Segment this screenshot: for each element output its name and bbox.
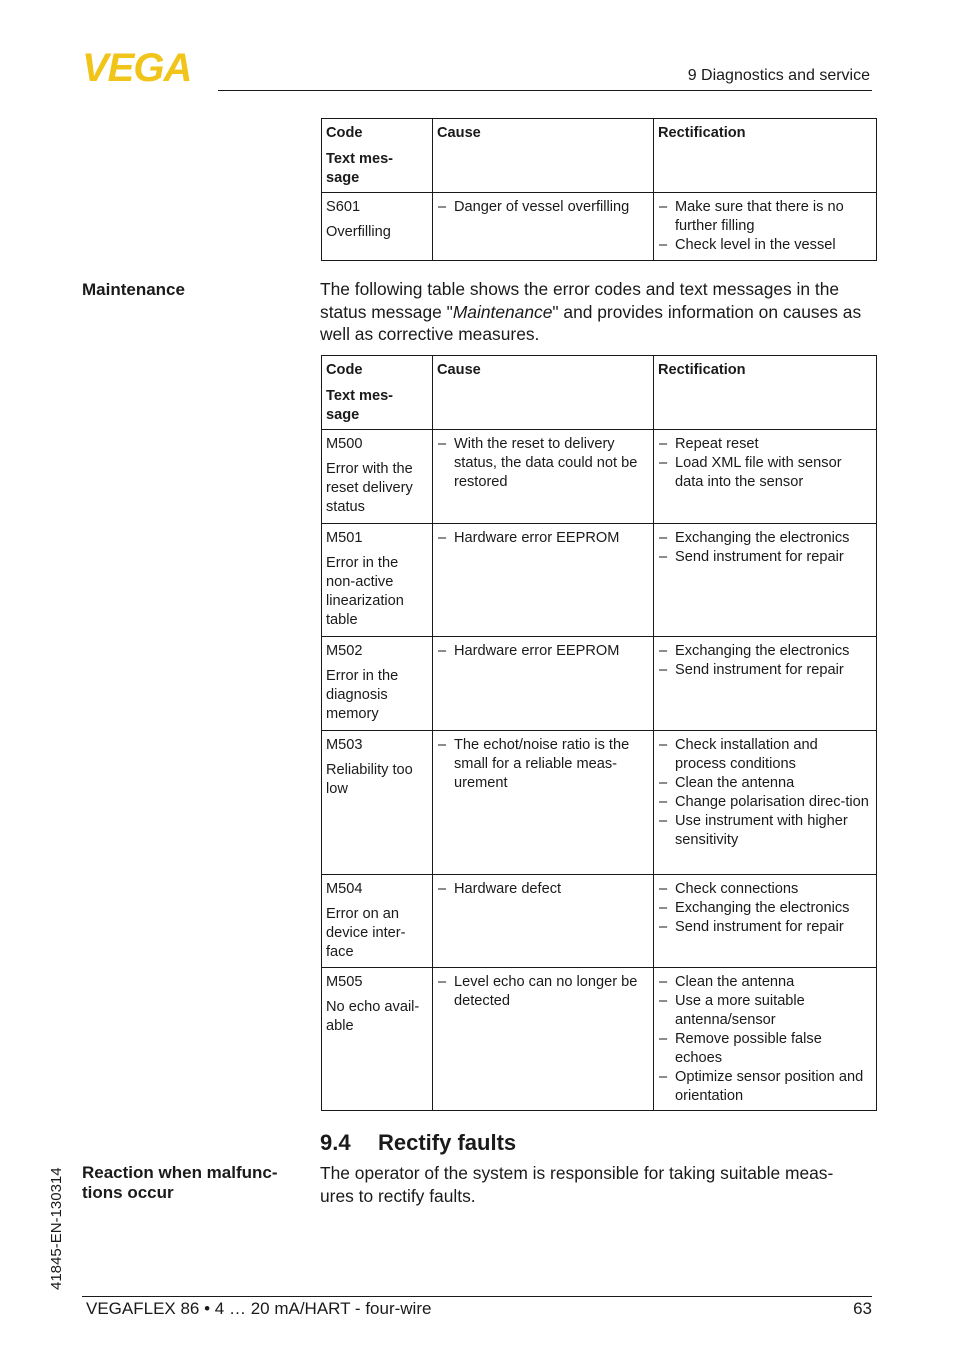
document-code: 41845-EN-130314 (48, 1167, 65, 1290)
rectification-item: – Use a more suitable antenna/sensor (658, 992, 872, 1030)
error-code: M501 (326, 530, 363, 546)
header-code-cell (322, 119, 433, 193)
code-cell (322, 968, 433, 1111)
header-rule (218, 90, 872, 91)
rectification-item: – Send instrument for repair (658, 548, 872, 567)
cause-item: – The echot/noise ratio is the small for a reliable meas-urement (437, 736, 649, 793)
rectification-item: – Remove possible false echoes (658, 1030, 872, 1068)
error-table-maintenance (321, 355, 877, 1111)
rectification-list (658, 642, 872, 680)
table-row (322, 524, 877, 637)
rectification-cell (654, 193, 877, 261)
rectification-item: – Send instrument for repair (658, 918, 872, 937)
table-row (322, 193, 877, 261)
cause-list (437, 529, 649, 548)
error-code: M502 (326, 643, 363, 659)
cause-list (437, 198, 649, 217)
error-message: Error in the non-active linearization table (326, 555, 404, 628)
vega-logo (82, 50, 212, 84)
header-text-message-label: Text mes- sage (326, 388, 394, 423)
cause-cell (433, 637, 654, 731)
reaction-text: The operator of the system is responsible for taking suitable meas-ures to rectify faults. (320, 1163, 834, 1206)
header-code-label: Code (326, 362, 363, 378)
maintenance-intro: The following table shows the error codes and text messages in the status message "Maintenance" and provides information on causes as well as corrective measures. (320, 279, 862, 344)
footer-page-number: 63 (853, 1299, 872, 1318)
cause-list (437, 880, 649, 899)
rectification-item: – Check installation and process conditions (658, 736, 872, 774)
code-cell (322, 524, 433, 637)
cause-cell (433, 430, 654, 524)
rectification-item: – Load XML file with sensor data into the sensor (658, 454, 872, 492)
cause-item: – With the reset to delivery status, the data could not be restored (437, 435, 649, 492)
rectification-item: – Use instrument with higher sensitivity (658, 812, 872, 850)
rectification-list (658, 973, 872, 1106)
rectification-cell (654, 731, 877, 875)
error-message: Reliability too low (326, 762, 413, 797)
table-row (322, 731, 877, 875)
cause-item: – Hardware defect (437, 880, 649, 899)
header-section-title: 9 Diagnostics and service (687, 67, 870, 84)
cause-item: – Danger of vessel overfilling (437, 198, 649, 217)
cause-item: – Hardware error EEPROM (437, 529, 649, 548)
header-cause-label: Cause (433, 119, 654, 193)
error-code: M504 (326, 881, 363, 897)
error-code: M505 (326, 974, 363, 990)
table-header-row (322, 119, 877, 193)
code-cell (322, 193, 433, 261)
error-message: Error on an device inter-face (326, 906, 406, 960)
cause-list (437, 973, 649, 1011)
cause-cell (433, 968, 654, 1111)
rectification-cell (654, 875, 877, 968)
error-message: No echo avail-able (326, 999, 420, 1034)
cause-cell (433, 731, 654, 875)
error-table-top (321, 118, 877, 261)
section-title: Rectify faults (378, 1130, 517, 1155)
header-text-message-label: Text mes- sage (326, 151, 394, 186)
rectification-item: – Optimize sensor position and orientation (658, 1068, 872, 1106)
rectification-item: – Repeat reset (658, 435, 872, 454)
header-cause-label: Cause (433, 356, 654, 430)
rectification-list (658, 529, 872, 567)
rectification-cell (654, 430, 877, 524)
header-code-cell (322, 356, 433, 430)
vega-logo-text: VEGA (82, 50, 192, 84)
cause-cell (433, 875, 654, 968)
header-rectification-label: Rectification (654, 356, 877, 430)
error-message: Error in the diagnosis memory (326, 668, 399, 722)
error-code: M503 (326, 737, 363, 753)
rectification-list (658, 880, 872, 937)
rectification-item: – Change polarisation direc-tion (658, 793, 872, 812)
footer-rule (82, 1296, 872, 1297)
rectification-cell (654, 968, 877, 1111)
code-cell (322, 637, 433, 731)
cause-list (437, 642, 649, 661)
table-row (322, 875, 877, 968)
cause-item: – Hardware error EEPROM (437, 642, 649, 661)
error-code: M500 (326, 436, 363, 452)
table-row (322, 430, 877, 524)
maintenance-label: Maintenance (82, 280, 185, 299)
rectification-cell (654, 637, 877, 731)
cause-item: – Level echo can no longer be detected (437, 973, 649, 1011)
error-code: S601 (326, 199, 361, 215)
rectification-item: – Send instrument for repair (658, 661, 872, 680)
error-message: Error with the reset delivery status (326, 461, 413, 515)
rectification-item: – Clean the antenna (658, 774, 872, 793)
code-cell (322, 731, 433, 875)
rectification-cell (654, 524, 877, 637)
rectification-item: – Exchanging the electronics (658, 642, 872, 661)
rectification-list (658, 435, 872, 492)
rectification-list (658, 736, 872, 850)
rectification-item: – Clean the antenna (658, 973, 872, 992)
table-header-row (322, 356, 877, 430)
header-code-label: Code (326, 125, 363, 141)
header-rectification-label: Rectification (654, 119, 877, 193)
table-row (322, 968, 877, 1111)
rectification-item: – Check level in the vessel (658, 236, 872, 255)
code-cell (322, 430, 433, 524)
table-row (322, 637, 877, 731)
section-number: 9.4 (320, 1130, 351, 1155)
cause-cell (433, 193, 654, 261)
cause-list (437, 435, 649, 492)
footer-product: VEGAFLEX 86 • 4 … 20 mA/HART - four-wire (86, 1299, 432, 1318)
reaction-label: Reaction when malfunc- tions occur (82, 1163, 278, 1202)
code-cell (322, 875, 433, 968)
rectification-item: – Check connections (658, 880, 872, 899)
rectification-item: – Make sure that there is no further filling (658, 198, 872, 236)
section-heading (320, 1130, 516, 1156)
cause-list (437, 736, 649, 793)
rectification-item: – Exchanging the electronics (658, 529, 872, 548)
rectification-list (658, 198, 872, 255)
cause-cell (433, 524, 654, 637)
rectification-item: – Exchanging the electronics (658, 899, 872, 918)
error-message: Overfilling (326, 224, 391, 240)
